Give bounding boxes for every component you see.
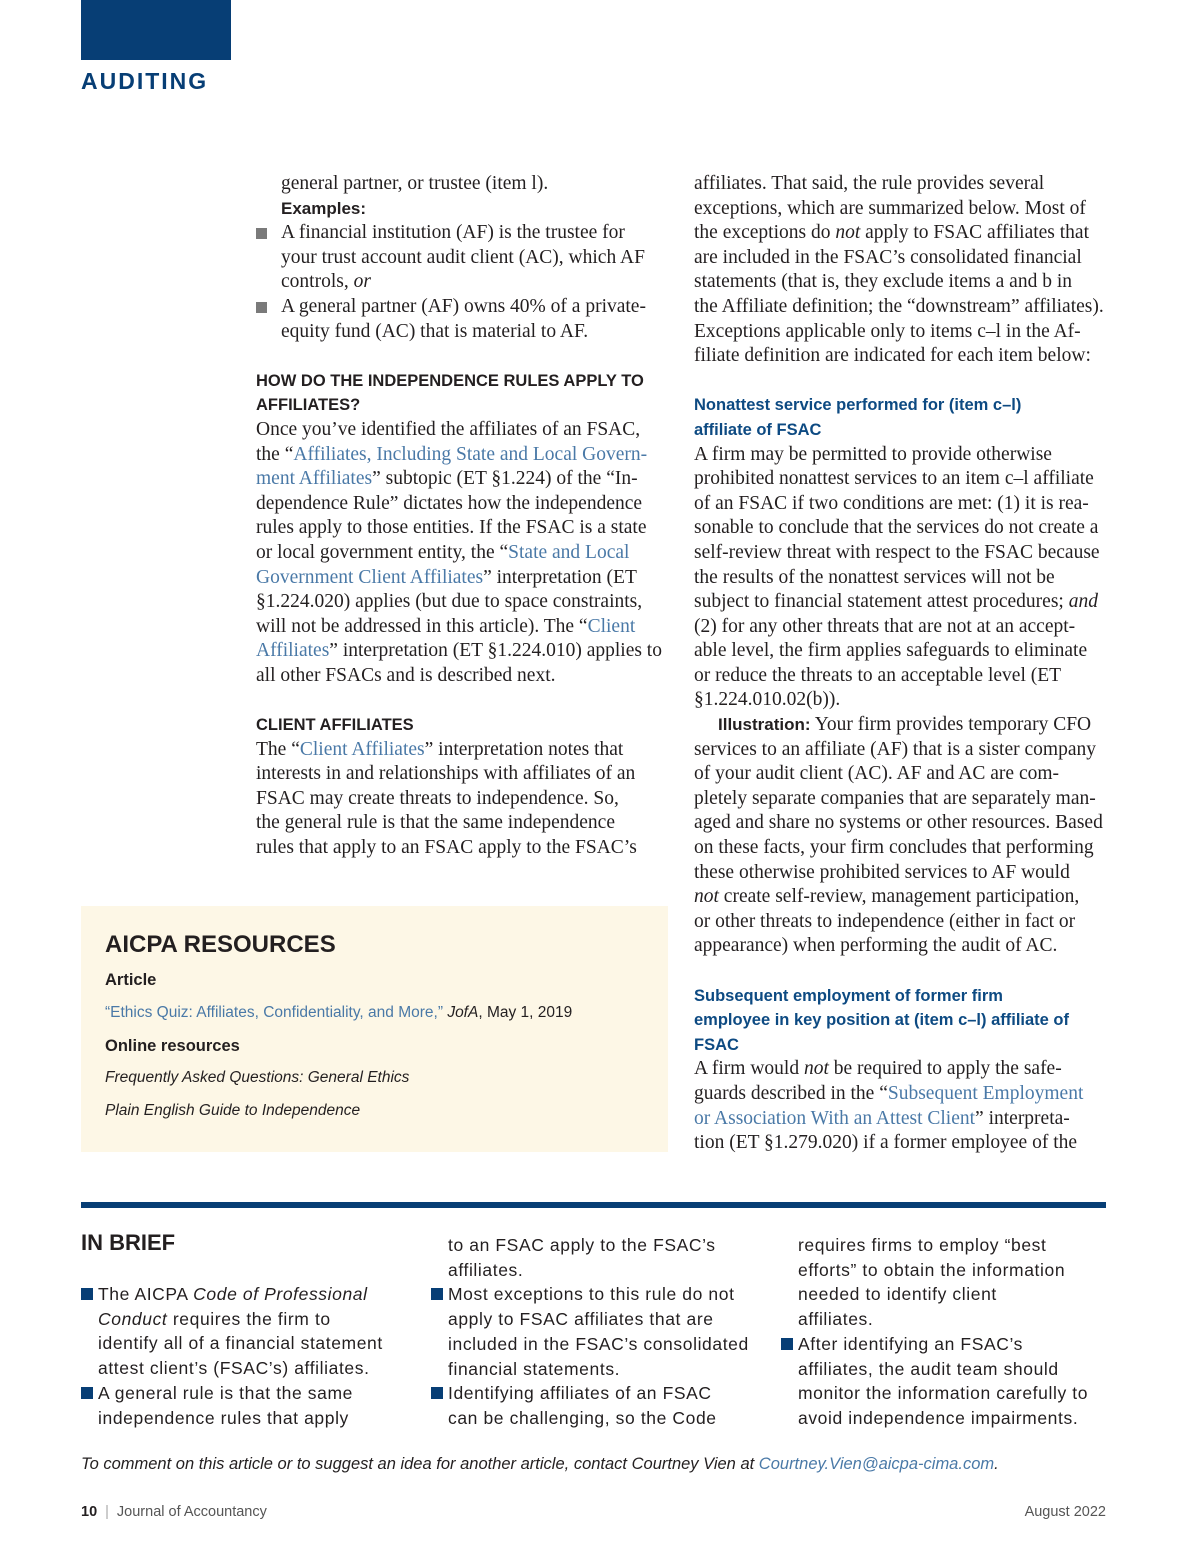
text-line: or Association With an Attest Client” interpreta- [694, 1107, 1070, 1129]
text-line: self-review threat with respect to the FSAC because [694, 541, 1100, 563]
text-line: the Affiliate definition; the “downstream” affiliates). [694, 295, 1104, 317]
header-color-bar [81, 0, 231, 60]
text-line: pletely separate companies that are separately man- [694, 787, 1096, 809]
paragraph [694, 172, 1114, 369]
brief-bullet: After identifying an FSAC’s affiliates, the audit team should monitor the information carefully to avoid independence impairments. [781, 1332, 1121, 1431]
link-affiliates-subtopic[interactable]: Affiliates, Including State and Local Govern- [293, 443, 648, 465]
text-line: Exceptions applicable only to items c–l in the Af- [694, 320, 1081, 342]
right-column [694, 172, 1114, 1156]
link-ethics-quiz[interactable]: “Ethics Quiz: Affiliates, Confidentiality, and More,” [105, 1004, 443, 1021]
resources-title: AICPA RESOURCES [105, 931, 336, 958]
text-line: A general partner (AF) owns 40% of a private- [281, 295, 646, 317]
text-line: or local government entity, the “State and Local [256, 541, 630, 563]
brief-bullet: A general rule is that the same independence rules that apply [81, 1381, 411, 1430]
text-line: the results of the nonattest services will not be [694, 566, 1055, 588]
text-line: Once you’ve identified the affiliates of an FSAC, [256, 418, 641, 440]
text-line: Illustration: Your firm provides temporary CFO [718, 714, 1092, 736]
text-line: A financial institution (AF) is the trustee for [281, 222, 625, 244]
text-line: statements (that is, they exclude items a and b in [694, 271, 1072, 293]
text-line: rules apply to those entities. If the FSAC is a state [256, 517, 647, 539]
link-faq-general-ethics[interactable]: Frequently Asked Questions: General Ethics [105, 1069, 410, 1086]
left-column [256, 172, 676, 861]
text-line: or other threats to independence (either in fact or [694, 910, 1076, 932]
brief-bullet: Identifying affiliates of an FSAC can be challenging, so the Code [431, 1381, 771, 1430]
resources-article-label: Article [105, 971, 157, 989]
text-line: controls, or [281, 271, 371, 293]
link-state-local[interactable]: Government Client Affiliates [256, 566, 484, 588]
text-line: subject to financial statement attest procedures; and [694, 591, 1098, 613]
subsection-heading: Nonattest service performed for (item c–l) [694, 396, 1022, 415]
text-line: filiate definition are indicated for each item below: [694, 345, 1091, 367]
section-heading: AFFILIATES? [256, 396, 361, 415]
text-line: Affiliates” interpretation (ET §1.224.010) applies to [256, 640, 662, 662]
text-line: appearance) when performing the audit of AC. [694, 935, 1058, 957]
text-line: able level, the firm applies safeguards to eliminate [694, 640, 1088, 662]
resources-article: “Ethics Quiz: Affiliates, Confidentiality, and More,” JofA, May 1, 2019 [105, 1004, 573, 1021]
text-line: of an FSAC if two conditions are met: (1) it is rea- [694, 492, 1089, 514]
examples-label: Examples: [281, 198, 367, 218]
bullet-square-icon [431, 1387, 443, 1399]
text-line: will not be addressed in this article). The “Client [256, 615, 636, 637]
resources-online-label: Online resources [105, 1037, 240, 1055]
section-label: AUDITING [81, 68, 209, 94]
text-line: (2) for any other threats that are not at an accept- [694, 615, 1076, 637]
section-heading: CLIENT AFFILIATES [256, 716, 414, 735]
link-client-affiliates[interactable]: Affiliates [256, 640, 330, 662]
page-number: 10 [81, 1504, 98, 1520]
brief-bullet: The AICPA Code of Professional Conduct requires the firm to identify all of a financial statement attest client’s (FSAC’s) affiliates. [81, 1282, 411, 1381]
text-line: guards described in the “Subsequent Employment [694, 1082, 1084, 1104]
link-client-affiliates[interactable]: Client [587, 615, 636, 637]
bullet-square-icon [81, 1288, 93, 1300]
text-line: not create self-review, management participation, [694, 886, 1080, 908]
brief-column-3: requires firms to employ “best efforts” to obtain the information needed to identify client affiliates. After identifying an FSAC’s affiliates, the audit team should monitor the information carefully to avoid independence impairments. [781, 1233, 1121, 1431]
brief-column-1 [81, 1282, 411, 1430]
bullet-square-icon [781, 1338, 793, 1350]
text-line: §1.224.010.02(b)). [694, 689, 841, 711]
text-line: A firm may be permitted to provide otherwise [694, 443, 1052, 465]
text-line: Government Client Affiliates” interpretation (ET [256, 566, 637, 588]
text-line: the exceptions do not apply to FSAC affiliates that [694, 222, 1090, 244]
text-line: services to an affiliate (AF) that is a sister company [694, 738, 1096, 760]
text-line: your trust account audit client (AC), which AF [281, 246, 645, 268]
bullet-square-icon [81, 1387, 93, 1399]
link-affiliates-subtopic[interactable]: ment Affiliates [256, 468, 373, 490]
text-line: equity fund (AC) that is material to AF. [281, 320, 589, 342]
bullet-item [256, 221, 676, 295]
footer-left: 10 | Journal of Accountancy [81, 1504, 267, 1520]
bullet-square-icon [256, 228, 267, 239]
subsection-heading: Subsequent employment of former firm [694, 986, 1003, 1005]
section-heading: HOW DO THE INDEPENDENCE RULES APPLY TO [256, 371, 644, 390]
text-line: A firm would not be required to apply the safe- [694, 1058, 1062, 1080]
link-client-affiliates[interactable]: Client Affiliates [299, 738, 425, 760]
in-brief-title: IN BRIEF [81, 1230, 176, 1255]
journal-name: Journal of Accountancy [116, 1504, 267, 1520]
text-line: sonable to conclude that the services do not create a [694, 517, 1099, 539]
subsection-heading: FSAC [694, 1035, 739, 1054]
text-line: FSAC may create threats to independence. So, [256, 787, 619, 809]
text-line: rules that apply to an FSAC apply to the FSAC’s [256, 837, 637, 859]
text-line: are included in the FSAC’s consolidated financial [694, 246, 1082, 268]
paragraph [694, 443, 1114, 714]
text-line: prohibited nonattest services to an item c–l affiliate [694, 468, 1094, 490]
text-line: the general rule is that the same independence [256, 812, 615, 834]
bullet-item [256, 295, 676, 344]
text-line: tion (ET §1.279.020) if a former employee of the [694, 1132, 1078, 1154]
brief-column-2: to an FSAC apply to the FSAC’s affiliates. Most exceptions to this rule do not apply to FSAC affiliates that are included in the FSAC’s consolidated financial statements. Identifying affiliates of an FSAC can be challenging, so the Code [431, 1233, 771, 1431]
footer-date: August 2022 [1024, 1504, 1106, 1520]
link-subsequent-employment[interactable]: Subsequent Employment [887, 1082, 1084, 1104]
text-line: dependence Rule” dictates how the independence [256, 492, 643, 514]
paragraph [694, 713, 1114, 959]
subsection-heading: employee in key position at (item c–l) affiliate of [694, 1011, 1070, 1030]
text-line: interests in and relationships with affiliates of an [256, 763, 636, 785]
text-line: ment Affiliates” subtopic (ET §1.224) of the “In- [256, 468, 638, 490]
text-line: or reduce the threats to an acceptable level (ET [694, 664, 1062, 686]
text-line: of your audit client (AC). AF and AC are com- [694, 763, 1060, 785]
text-line: exceptions, which are summarized below. Most of [694, 197, 1086, 219]
text-line: §1.224.020) applies (but due to space constraints, [256, 591, 643, 613]
illustration-label: Illustration: [718, 715, 811, 735]
text-line: on these facts, your firm concludes that performing [694, 837, 1094, 859]
text-line: The “Client Affiliates” interpretation notes that [256, 738, 624, 760]
text-line: general partner, or trustee (item l). [281, 173, 549, 194]
text-line: aged and share no systems or other resources. Based [694, 812, 1103, 834]
link-plain-english-guide[interactable]: Plain English Guide to Independence [105, 1102, 361, 1119]
divider-rule [81, 1202, 1106, 1208]
text-line: these otherwise prohibited services to AF would [694, 861, 1070, 883]
brief-bullet: Most exceptions to this rule do not apply to FSAC affiliates that are included in the FSAC’s consolidated financial statements. [431, 1282, 771, 1381]
subsection-heading: affiliate of FSAC [694, 420, 822, 439]
bullet-square-icon [431, 1288, 443, 1300]
comment-note: To comment on this article or to suggest an idea for another article, contact Courtney Vien at Courtney.Vien@aicpa-cima.com. [81, 1455, 999, 1473]
bullet-square-icon [256, 302, 267, 313]
link-state-local[interactable]: State and Local [508, 541, 630, 563]
text-line: affiliates. That said, the rule provides several [694, 173, 1045, 194]
text-line: the “Affiliates, Including State and Local Govern- [256, 443, 648, 465]
link-subsequent-employment[interactable]: or Association With an Attest Client [694, 1107, 976, 1129]
email-link[interactable]: Courtney.Vien@aicpa-cima.com [758, 1455, 995, 1473]
text-line: all other FSACs and is described next. [256, 664, 556, 686]
